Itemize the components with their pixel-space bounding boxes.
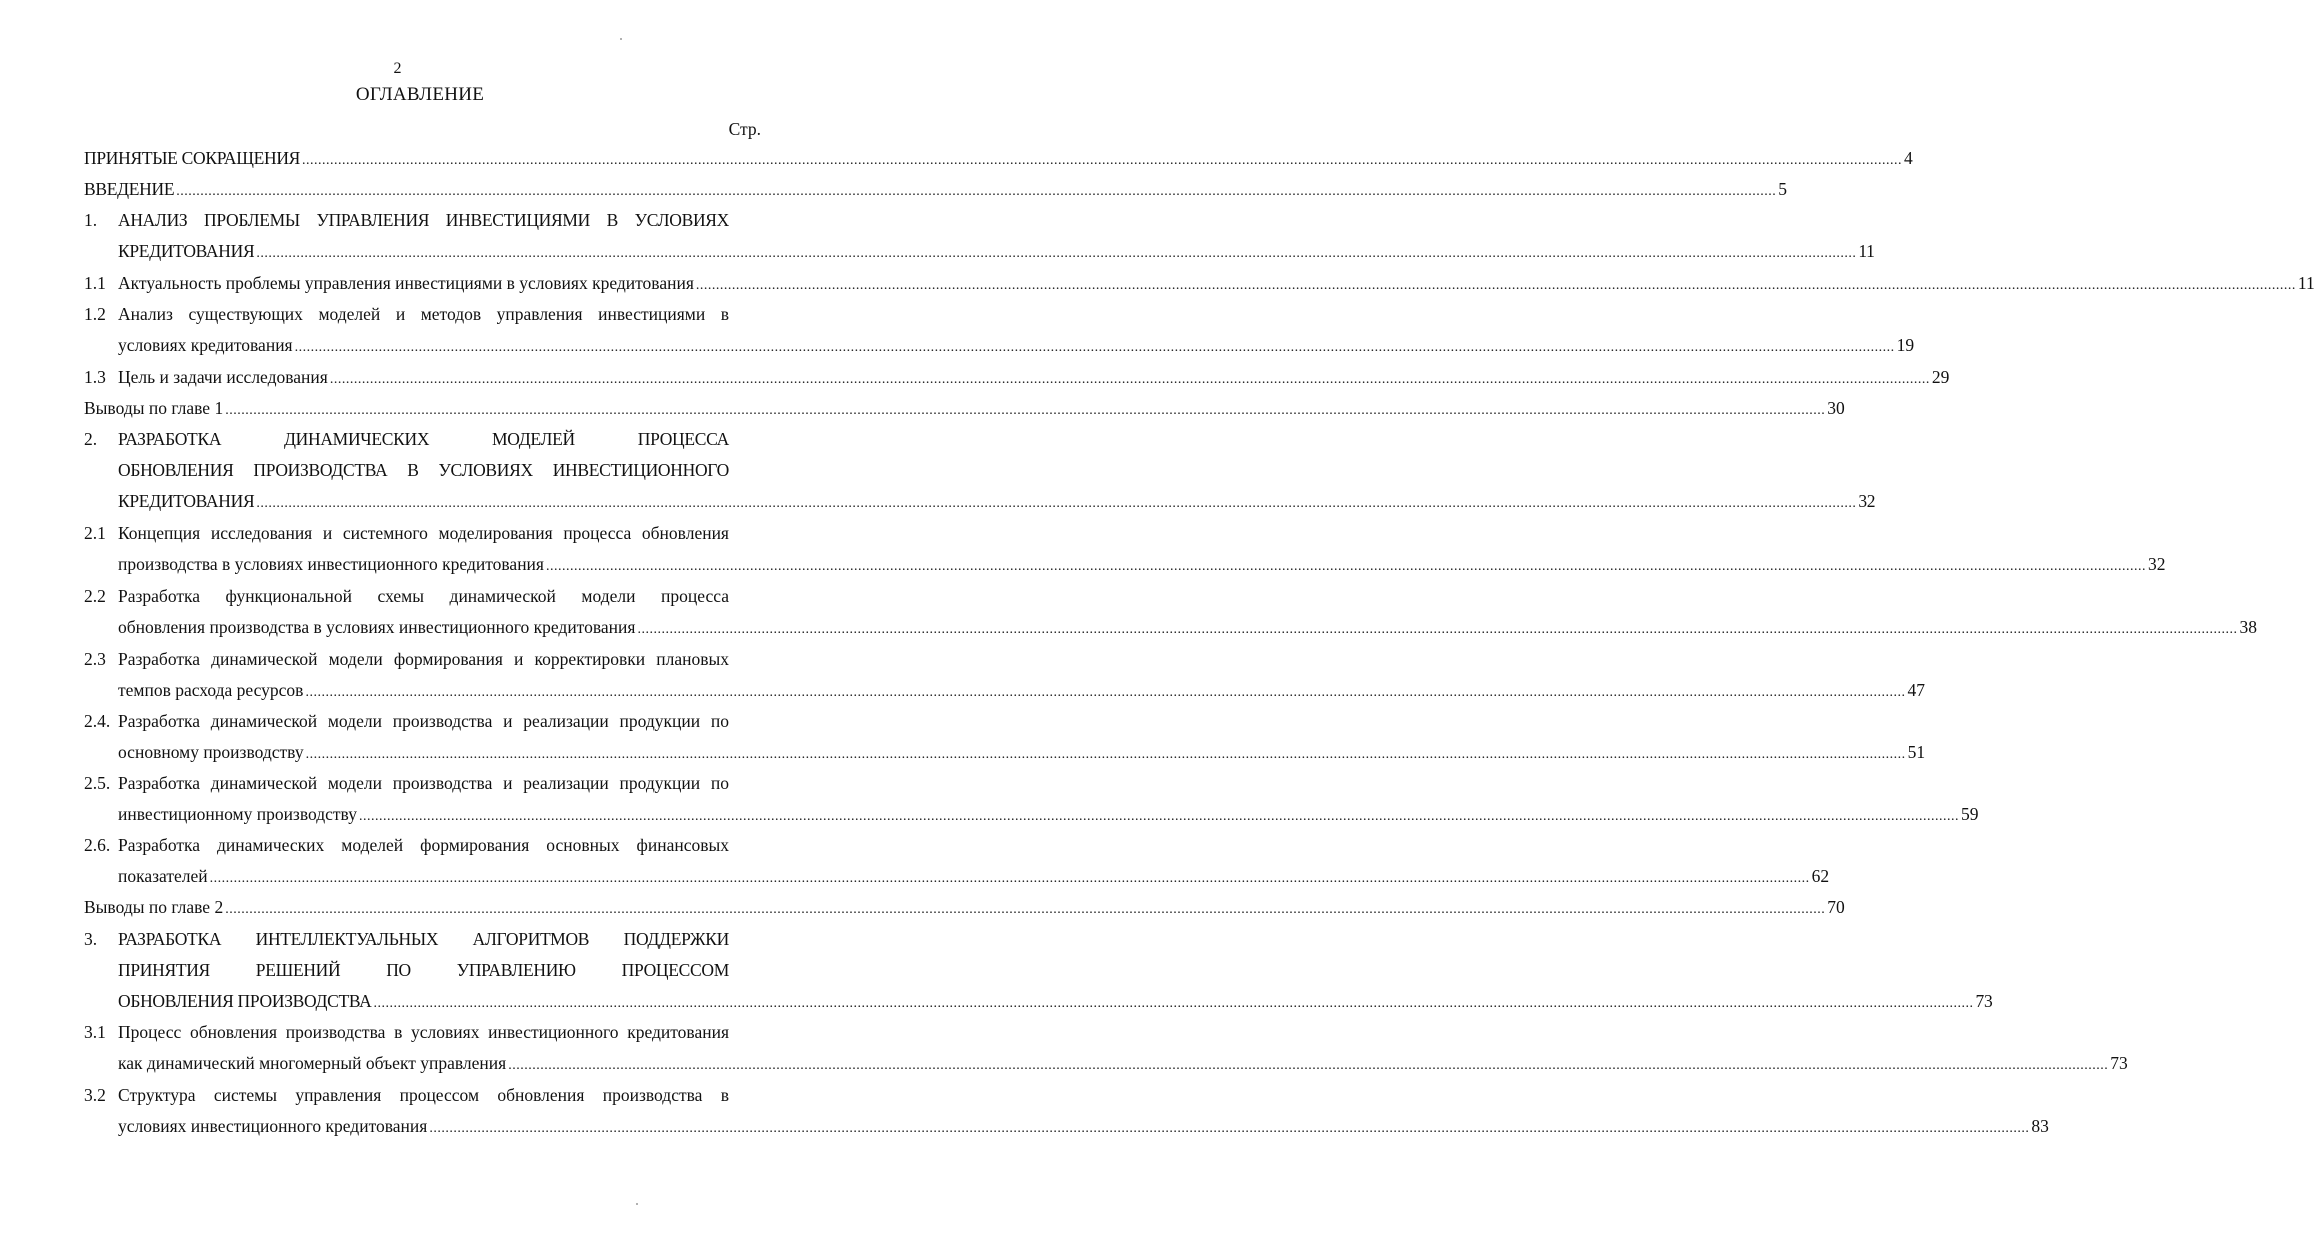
toc-entry-title-line: Выводы по главе 2 [84, 897, 224, 917]
toc-entry-row[interactable] [118, 678, 1925, 702]
toc-entry-row[interactable] [84, 396, 1845, 420]
toc-entry-page: 38 [2239, 617, 2257, 637]
toc-entry-page: 30 [1827, 398, 1845, 418]
toc-entry-number: 3. [84, 929, 98, 949]
toc-entry-title-line: производства в условиях инвестиционного кредитования [118, 554, 544, 574]
toc-entry-title-line: АНАЛИЗ ПРОБЛЕМЫ УПРАВЛЕНИЯ ИНВЕСТИЦИЯМИ В УСЛОВИЯХ [118, 210, 729, 230]
toc-entry-number: 2.2 [84, 586, 106, 606]
toc-entry-number: 2.5. [84, 773, 111, 793]
toc-entry-page: 83 [2031, 1116, 2049, 1136]
toc-entry-page: 29 [1931, 367, 1950, 387]
toc-entry-row[interactable] [118, 989, 1993, 1013]
toc-entry-title-line: ПРИНЯТИЯ РЕШЕНИЙ ПО УПРАВЛЕНИЮ ПРОЦЕССОМ [118, 960, 729, 980]
toc-entry-title-line: ОБНОВЛЕНИЯ ПРОИЗВОДСТВА В УСЛОВИЯХ ИНВЕСТИЦИОННОГО [118, 460, 729, 480]
toc-entry-row[interactable] [118, 615, 2257, 639]
toc-entry-title-line: КРЕДИТОВАНИЯ [118, 491, 255, 511]
dot-leader: ................................................................................................................................................................................................................................................................................................................................................................................................................ [225, 403, 1826, 418]
dot-leader: ................................................................................................................................................................................................................................................................................................................................................................................................................ [176, 184, 1777, 199]
toc-entry-row[interactable] [118, 1051, 2128, 1075]
toc-entry-title-line: Структура системы управления процессом обновления производства в [118, 1085, 729, 1105]
toc-entry-row[interactable] [84, 177, 1787, 201]
toc-entry-number: 2.6. [84, 835, 111, 855]
toc-entry-title-line: Разработка динамических моделей формирования основных финансовых [118, 835, 729, 855]
toc-entry-title-line: темпов расхода ресурсов [118, 680, 304, 700]
toc-entry-page: 51 [1907, 742, 1926, 762]
page-number: 2 [393, 60, 402, 77]
toc-entry-number: 1. [84, 210, 98, 230]
toc-entry-row[interactable] [118, 271, 2315, 295]
toc-entry-number: 3.2 [84, 1085, 106, 1105]
page-column-label: Стр. [728, 119, 761, 139]
toc-entry-page: 59 [1960, 804, 1979, 824]
toc-entry-page: 5 [1778, 179, 1787, 199]
toc-entry-page: 70 [1827, 897, 1845, 917]
dot-leader: ................................................................................................................................................................................................................................................................................................................................................................................................................ [637, 622, 2238, 637]
toc-entry-row[interactable] [118, 740, 1926, 764]
toc-entry-page: 19 [1896, 335, 1915, 355]
scan-speck [636, 1203, 638, 1205]
dot-leader: ................................................................................................................................................................................................................................................................................................................................................................................................................ [209, 871, 1810, 886]
scan-speck [620, 38, 622, 40]
toc-entry-row[interactable] [118, 864, 1830, 888]
dot-leader: ................................................................................................................................................................................................................................................................................................................................................................................................................ [302, 153, 1903, 168]
toc-entry-row[interactable] [84, 146, 1913, 170]
toc-entry-number: 2.1 [84, 523, 106, 543]
dot-leader: ................................................................................................................................................................................................................................................................................................................................................................................................................ [373, 996, 1974, 1011]
toc-entry-title-line: условиях кредитования [118, 335, 293, 355]
dot-leader: ................................................................................................................................................................................................................................................................................................................................................................................................................ [545, 559, 2146, 574]
toc-entry-title-line: Разработка функциональной схемы динамической модели процесса [118, 586, 729, 606]
dot-leader: ................................................................................................................................................................................................................................................................................................................................................................................................................ [429, 1121, 2030, 1136]
toc-entry-row[interactable] [118, 239, 1875, 263]
toc-entry-title-line: обновления производства в условиях инвестиционного кредитования [118, 617, 636, 637]
toc-entry-page: 11 [1858, 241, 1875, 261]
dot-leader: ................................................................................................................................................................................................................................................................................................................................................................................................................ [294, 340, 1895, 355]
toc-entry-row[interactable] [118, 552, 2166, 576]
toc-entry-row[interactable] [118, 333, 1915, 357]
toc-entry-row[interactable] [118, 489, 1876, 513]
toc-entry-page: 4 [1904, 148, 1913, 168]
toc-entry-number: 1.2 [84, 304, 106, 324]
dot-leader: ................................................................................................................................................................................................................................................................................................................................................................................................................ [329, 372, 1930, 387]
toc-entry-title-line: показателей [118, 866, 208, 886]
toc-entry-row[interactable] [84, 895, 1845, 919]
toc-entry-title-line: Цель и задачи исследования [118, 367, 328, 387]
toc-entry-title-line: РАЗРАБОТКА ДИНАМИЧЕСКИХ МОДЕЛЕЙ ПРОЦЕССА [118, 429, 729, 449]
toc-entry-row[interactable] [118, 365, 1950, 389]
toc-entry-title-line: ОБНОВЛЕНИЯ ПРОИЗВОДСТВА [118, 991, 372, 1011]
toc-entry-title-line: Разработка динамической модели производства и реализации продукции по [118, 773, 729, 793]
toc-entry-page: 32 [1858, 491, 1876, 511]
toc-entry-page: 47 [1907, 680, 1925, 700]
toc-entry-page: 73 [2110, 1053, 2128, 1073]
toc-entry-page: 11 [2297, 273, 2315, 293]
dot-leader: ................................................................................................................................................................................................................................................................................................................................................................................................................ [695, 278, 2296, 293]
toc-entry-title-line: как динамический многомерный объект управления [118, 1053, 507, 1073]
dot-leader: ................................................................................................................................................................................................................................................................................................................................................................................................................ [358, 809, 1959, 824]
toc-entry-title-line: Концепция исследования и системного моделирования процесса обновления [118, 523, 729, 543]
toc-entry-title-line: Выводы по главе 1 [84, 398, 224, 418]
toc-entry-number: 2.3 [84, 649, 106, 669]
dot-leader: ................................................................................................................................................................................................................................................................................................................................................................................................................ [508, 1058, 2109, 1073]
dot-leader: ................................................................................................................................................................................................................................................................................................................................................................................................................ [305, 685, 1906, 700]
toc-entry-row[interactable] [118, 1114, 2049, 1138]
toc-entry-title-line: Разработка динамической модели производства и реализации продукции по [118, 711, 729, 731]
toc-entry-title-line: условиях инвестиционного кредитования [118, 1116, 428, 1136]
toc-entry-title-line: КРЕДИТОВАНИЯ [118, 241, 255, 261]
toc-entry-title-line: инвестиционному производству [118, 804, 357, 824]
toc-entry-number: 3.1 [84, 1022, 106, 1042]
toc-entry-title-line: основному производству [118, 742, 304, 762]
toc-entry-title-line: Актуальность проблемы управления инвестициями в условиях кредитования [118, 273, 694, 293]
toc-entry-page: 62 [1811, 866, 1830, 886]
toc-entry-title-line: ПРИНЯТЫЕ СОКРАЩЕНИЯ [84, 148, 301, 168]
dot-leader: ................................................................................................................................................................................................................................................................................................................................................................................................................ [256, 496, 1857, 511]
toc-entry-row[interactable] [118, 802, 1979, 826]
toc-entry-number: 1.1 [84, 273, 106, 293]
dot-leader: ................................................................................................................................................................................................................................................................................................................................................................................................................ [256, 246, 1857, 261]
toc-entry-number: 1.3 [84, 367, 106, 387]
dot-leader: ................................................................................................................................................................................................................................................................................................................................................................................................................ [225, 902, 1826, 917]
toc-entry-title-line: РАЗРАБОТКА ИНТЕЛЛЕКТУАЛЬНЫХ АЛГОРИТМОВ ПОДДЕРЖКИ [118, 929, 729, 949]
toc-entry-page: 32 [2147, 554, 2166, 574]
toc-entry-title-line: Разработка динамической модели формирования и корректировки плановых [118, 649, 729, 669]
toc-entry-title-line: ВВЕДЕНИЕ [84, 179, 175, 199]
toc-entry-page: 73 [1975, 991, 1993, 1011]
toc-entry-title-line: Процесс обновления производства в условиях инвестиционного кредитования [118, 1022, 729, 1042]
toc-entry-number: 2. [84, 429, 98, 449]
page-title: ОГЛАВЛЕНИЕ [355, 84, 485, 105]
toc-entry-number: 2.4. [84, 711, 111, 731]
toc-entry-title-line: Анализ существующих моделей и методов управления инвестициями в [118, 304, 729, 324]
dot-leader: ................................................................................................................................................................................................................................................................................................................................................................................................................ [305, 747, 1906, 762]
